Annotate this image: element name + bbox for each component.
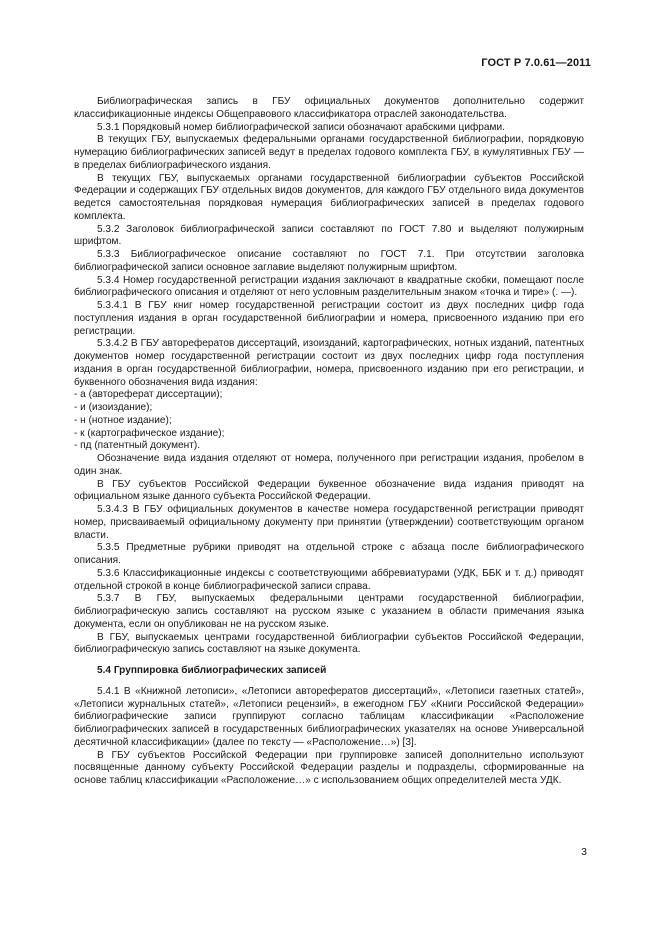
paragraph: 5.3.4.1 В ГБУ книг номер государственной регистрации состоит из двух последних цифр года поступления издания в орган государственной библиографии и номера, присвоенного изданию при его регистрации.: [74, 300, 584, 337]
document-body: [74, 96, 584, 788]
paragraph: В текущих ГБУ, выпускаемых федеральными органами государственной библиографии, порядковую нумерацию библиографических записей ведут в пределах годового комплекта ГБУ, в кумулятивных ГБУ — в пределах библиографического издания.: [74, 134, 584, 171]
paragraph: 5.4.1 В «Книжной летописи», «Летописи авторефератов диссертаций», «Летописи газетных статей», «Летописи журнальных статей», «Летописи рецензий», в ежегодном ГБУ «Книги Российской Федерации» библиографические записи группируют согласно таблицам классификации «Расположение библиографических записей в государственных библиографических указателях на основе Универсальной десятичной классификации» (далее по тексту — «Расположение…») [3].: [74, 685, 584, 748]
paragraph: 5.3.5 Предметные рубрики приводят на отдельной строке с абзаца после библиографического описания.: [74, 542, 584, 566]
list-item: - а (автореферат диссертации);: [74, 389, 223, 401]
paragraph: Обозначение вида издания отделяют от номера, полученного при регистрации издания, пробелом в один знак.: [74, 453, 584, 477]
paragraph: В ГБУ, выпускаемых центрами государственной библиографии субъектов Российской Федерации, библиографическую запись составляют на языке документа.: [74, 631, 584, 656]
section-heading: 5.4 Группировка библиографических записей: [97, 665, 327, 676]
paragraph: 5.3.1 Порядковый номер библиографической записи обозначают арабскими цифрами.: [97, 121, 505, 133]
paragraph: 5.3.2 Заголовок библиографической записи составляют по ГОСТ 7.80 и выделяют полужирным шрифтом.: [74, 223, 584, 248]
paragraph: В текущих ГБУ, выпускаемых органами государственной библиографии субъектов Российской Федерации и содержащих ГБУ отдельных видов документов, для каждого ГБУ отдельного вида документов ведется самостоятельная порядковая нумерация библиографических записей в пределах годового комплекта.: [74, 172, 584, 222]
list-item: - н (нотное издание);: [74, 414, 172, 426]
paragraph: 5.3.3 Библиографическое описание составляют по ГОСТ 7.1. При отсутствии заголовка библиографической записи основное заглавие выделяют полужирным шрифтом.: [74, 249, 584, 273]
list-item: - и (изоиздание);: [74, 402, 153, 413]
paragraph: В ГБУ субъектов Российской Федерации при группировке записей дополнительно используют посвященные данному субъекту Российской Федерации разделы и подразделы, сформированные на основе таблиц классификации «Расположение…» с использованием общих определителей места УДК.: [74, 749, 584, 786]
list-item: - к (картографическое издание);: [74, 427, 225, 439]
paragraph: 5.3.4.3 В ГБУ официальных документов в качестве номера государственной регистрации приводят номер, присваиваемый официальному документу при принятии (утверждении) соответствующим органом власти.: [74, 504, 584, 541]
paragraph: В ГБУ субъектов Российской Федерации буквенное обозначение вида издания приводят на официальном языке данного субъекта Российской Федерации.: [74, 478, 584, 503]
paragraph: 5.3.7 В ГБУ, выпускаемых федеральными центрами государственной библиографии, библиографическую запись составляют на русском языке с указанием в области примечания языка документа, если он опубликован не на русском языке.: [74, 593, 584, 630]
list-item: - пд (патентный документ).: [74, 440, 201, 452]
page-number: 3: [581, 846, 587, 858]
paragraph: Библиографическая запись в ГБУ официальных документов дополнительно содержит классификационные индексы Общеправового классификатора отраслей законодательства.: [74, 96, 584, 120]
paragraph: 5.3.6 Классификационные индексы с соответствующими аббревиатурами (УДК, ББК и т. д.) приводят отдельной строкой в конце библиографической записи справа.: [74, 567, 584, 592]
paragraph: 5.3.4 Номер государственной регистрации издания заключают в квадратные скобки, помещают после библиографического описания и отделяют от него условным разделительным знаком «точка и тире» (. —).: [74, 274, 584, 299]
paragraph: 5.3.4.2 В ГБУ авторефератов диссертаций, изоизданий, картографических, нотных изданий, патентных документов номер государственной регистрации состоит из двух последних цифр года поступления издания в орган государственной библиографии, номера, присвоенного изданию при его регистрации, и буквенного обозначения вида издания:: [74, 338, 584, 388]
document-header: ГОСТ Р 7.0.61—2011: [481, 57, 591, 69]
